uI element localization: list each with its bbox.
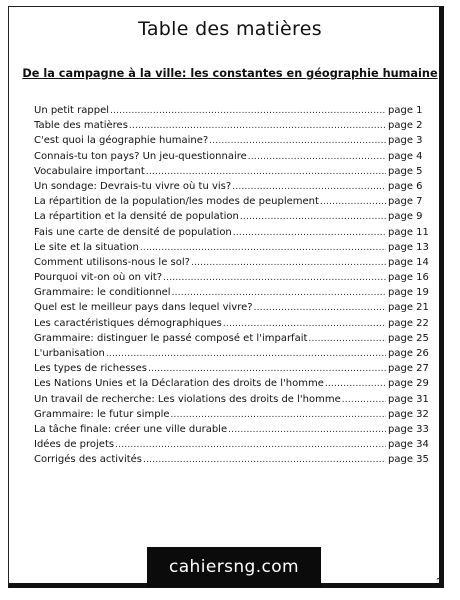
toc-entry [34, 361, 428, 376]
dot-leader [172, 286, 386, 301]
page-number: 2 [436, 576, 443, 589]
toc-entry-page: page 3 [388, 135, 423, 147]
toc-entry-page: page 1 [388, 105, 423, 116]
toc-entry-page: page 32 [388, 408, 429, 420]
toc-entry-page: page 31 [388, 393, 429, 405]
toc-entry [34, 407, 428, 422]
toc-entry-title: Les types de richesses [34, 363, 148, 375]
toc-entry [34, 164, 428, 179]
dot-leader [325, 377, 386, 392]
toc-entry [34, 103, 428, 118]
toc-entry-title: Un travail de recherche: Les violations des droits de l'homme [34, 393, 341, 405]
toc-entry-page: page 2 [388, 120, 423, 132]
dot-leader [342, 393, 386, 408]
toc-entry-title: Fais une carte de densité de population [34, 226, 232, 238]
toc-entry-page: page 5 [388, 165, 423, 177]
table-of-contents [34, 103, 428, 468]
dot-leader [171, 408, 387, 423]
toc-entry-title: Idées de projets [34, 439, 115, 451]
toc-entry-title: Un sondage: Devrais-tu vivre où tu vis? [34, 180, 232, 192]
toc-entry [34, 225, 428, 240]
dot-leader [140, 241, 386, 256]
toc-entry-title: La tâche finale: créer une ville durable [34, 423, 228, 435]
toc-entry-title: La répartition et la densité de population [34, 211, 239, 223]
dot-leader [106, 347, 386, 362]
toc-entry-title: Le site et la situation [34, 241, 139, 253]
dot-leader [163, 271, 386, 286]
toc-entry-page: page 19 [388, 287, 429, 299]
toc-entry-title: Quel est le meilleur pays dans lequel vivre? [34, 302, 253, 314]
toc-entry-page: page 22 [388, 317, 429, 329]
toc-entry-title: Vocabulaire important [34, 165, 145, 177]
toc-entry [34, 331, 428, 346]
dot-leader [146, 165, 386, 180]
toc-entry-page: page 14 [388, 256, 429, 268]
page-title: Table des matières [138, 18, 322, 40]
toc-entry-title: Connais-tu ton pays? Un jeu-questionnaire [34, 150, 247, 162]
toc-entry [34, 194, 428, 209]
toc-entry [34, 452, 428, 467]
dot-leader [191, 256, 386, 271]
dot-leader [115, 438, 386, 453]
toc-entry-title: Comment utilisons-nous le sol? [34, 256, 190, 268]
toc-entry-title: Un petit rappel [34, 105, 109, 116]
toc-entry [34, 240, 428, 255]
toc-entry [34, 209, 428, 224]
dot-leader [320, 195, 386, 210]
toc-entry [34, 118, 428, 133]
toc-entry-page: page 7 [388, 196, 423, 208]
toc-entry [34, 285, 428, 300]
toc-entry-page: page 34 [388, 439, 429, 451]
dot-leader [228, 423, 386, 438]
toc-entry [34, 346, 428, 361]
toc-entry-title: Table des matières [34, 120, 128, 132]
toc-entry [34, 179, 428, 194]
toc-entry-page: page 9 [388, 211, 423, 223]
toc-entry-page: page 33 [388, 423, 429, 435]
toc-entry [34, 376, 428, 391]
toc-entry-page: page 6 [388, 180, 423, 192]
dot-leader [233, 226, 386, 241]
toc-entry-title: Grammaire: le futur simple [34, 408, 170, 420]
toc-entry-title: Les Nations Unies et la Déclaration des droits de l'homme [34, 378, 324, 390]
toc-entry [34, 437, 428, 452]
dot-leader [110, 104, 386, 119]
dot-leader [240, 210, 386, 225]
dot-leader [232, 180, 386, 195]
dot-leader [248, 150, 386, 165]
dot-leader [129, 119, 386, 134]
toc-entry-page: page 16 [388, 272, 429, 284]
toc-entry [34, 392, 428, 407]
toc-entry-title: Grammaire: le conditionnel [34, 287, 171, 299]
dot-leader [148, 362, 386, 377]
toc-entry [34, 316, 428, 331]
toc-entry-page: page 25 [388, 332, 429, 344]
dot-leader [209, 134, 386, 149]
toc-entry [34, 270, 428, 285]
toc-entry [34, 300, 428, 315]
dot-leader [254, 301, 386, 316]
toc-entry-title: Corrigés des activités [34, 454, 143, 466]
toc-entry-page: page 21 [388, 302, 429, 314]
toc-entry [34, 422, 428, 437]
toc-entry [34, 133, 428, 148]
unit-subtitle: De la campagne à la ville: les constantes en géographie humaine [22, 67, 438, 80]
toc-entry-page: page 26 [388, 348, 429, 359]
toc-entry-page: page 4 [388, 150, 423, 162]
toc-entry-page: page 13 [388, 241, 429, 253]
toc-entry-page: page 27 [388, 363, 429, 375]
toc-entry [34, 255, 428, 270]
brand-text: cahiersng.com [168, 557, 300, 577]
toc-entry [34, 149, 428, 164]
toc-entry-title: Pourquoi vit-on où on vit? [34, 272, 163, 284]
toc-entry-page: page 11 [388, 226, 429, 238]
toc-entry-title: Les caractéristiques démographiques [34, 317, 222, 329]
toc-entry-title: La répartition de la population/les modes de peuplement [34, 196, 319, 208]
toc-entry-title: Grammaire: distinguer le passé composé et l'imparfait [34, 332, 308, 344]
brand-badge [147, 547, 321, 587]
toc-entry-page: page 29 [388, 378, 429, 390]
dot-leader [143, 453, 386, 468]
dot-leader [308, 332, 386, 347]
toc-entry-title: L'urbanisation [34, 348, 105, 359]
toc-entry-title: C'est quoi la géographie humaine? [34, 135, 209, 147]
dot-leader [223, 317, 386, 332]
toc-entry-page: page 35 [388, 454, 429, 466]
